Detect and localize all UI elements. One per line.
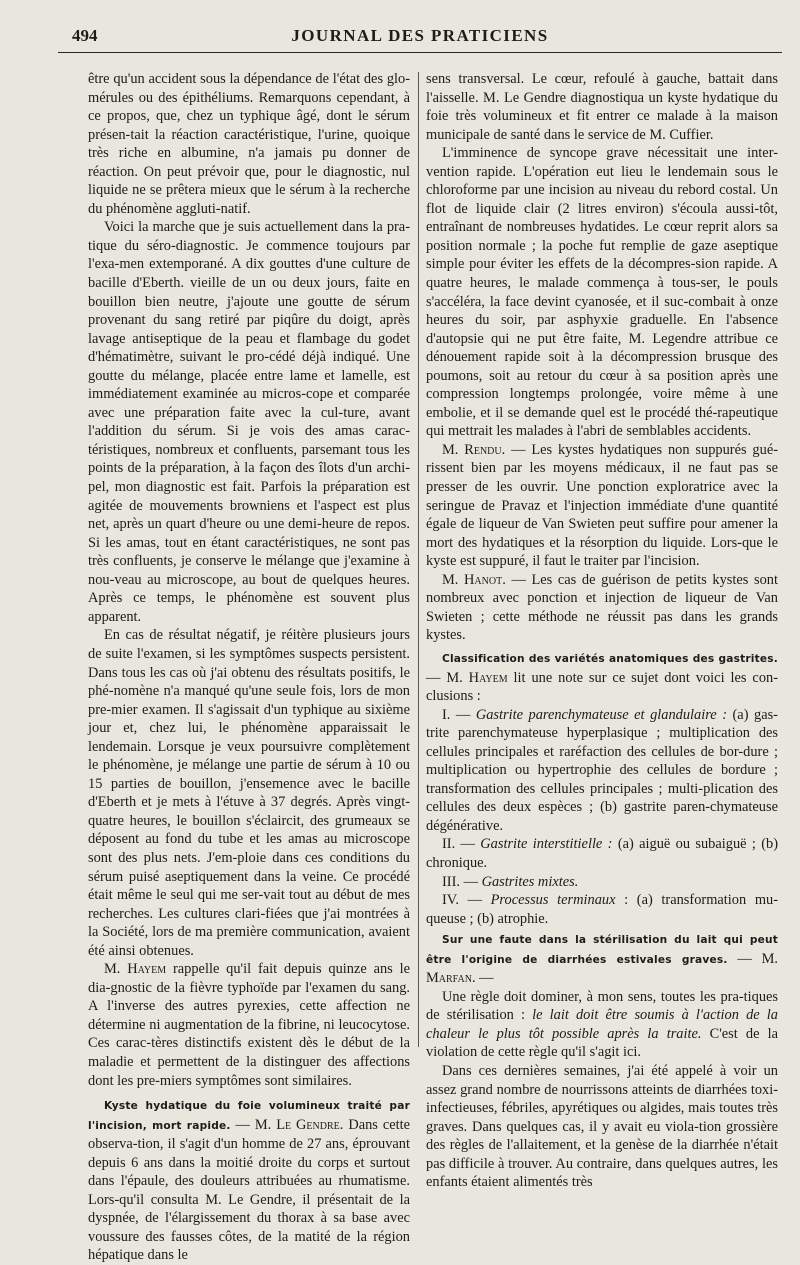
running-header bbox=[58, 22, 782, 53]
speaker-name: Marfan bbox=[426, 970, 472, 987]
conclusions-list bbox=[426, 706, 778, 929]
column-divider bbox=[418, 72, 419, 1047]
page-number: 494 bbox=[72, 26, 98, 45]
list-item-text: (a) gas-trite parenchymateuse hyperplasique ; multiplication des cellules principales et raréfaction des cellules de bor-dure ; multiplication ou hypertrophie des cellules de bordure ; transformation des cellules principales ; multi-plication des cellules des deux espèces ; (b) gastrite paren-chymateuse dégénérative. bbox=[426, 706, 778, 834]
list-number: IV. — bbox=[442, 892, 491, 909]
separator: — M. bbox=[727, 950, 778, 967]
speaker-name: Le Gendre bbox=[276, 1116, 340, 1133]
list-item-title: Gastrite parenchymateuse et glandulaire : bbox=[475, 706, 727, 723]
list-item bbox=[426, 706, 778, 836]
list-item bbox=[426, 891, 778, 928]
paragraph: sens transversal. Le cœur, refoulé à gauche, battait dans l'aisselle. M. Le Gendre diagnostiqua un kyste hydatique du foie très volumineux et fit entrer ce malade à la maison municipale de santé dans le service de M. Cuffier. bbox=[426, 71, 778, 143]
speaker-name: M. Hanot bbox=[442, 571, 503, 588]
list-item-title: Processus terminaux bbox=[490, 892, 616, 909]
separator: — M. bbox=[230, 1116, 277, 1133]
list-item-text: : (a) transformation mu-queuse ; (b) atrophie. bbox=[426, 892, 778, 927]
section-heading: Classification des variétés anatomiques des gastrites. bbox=[442, 652, 778, 665]
left-column bbox=[88, 70, 410, 1264]
list-item bbox=[426, 835, 778, 872]
list-item-text: (a) aiguë ou subaiguë ; (b) chronique. bbox=[426, 836, 778, 871]
paragraph bbox=[426, 988, 778, 1062]
paragraph-text: Une règle doit dominer, à mon sens, toutes les pra-tiques de stérilisation : bbox=[426, 988, 778, 1024]
speaker-name: Hayem bbox=[468, 669, 508, 686]
paragraph bbox=[88, 960, 410, 1090]
emphasized-rule: le lait doit être soumis à l'action de la chaleur le plus tôt possible après la traite. bbox=[426, 1007, 778, 1042]
paragraph: L'imminence de syncope grave nécessitait une inter-vention rapide. L'opération eut lieu le lendemain sous le chloroforme par une incision au niveau du rebord costal. Un flot de liquide clair (2 litres environ) s'écoula aussi-tôt, entraînant de nombreuses hydatides. Le cœur reprit alors sa position normale ; la poche fut remplie de gaze aseptique simple pour éviter les effets de la décompres-sion rapide. A quatre heures, le malade commença à tous-ser, le pouls s'accéléra, la face devint cyanosée, et il suc-combait à onze heures du soir, par asphyxie graduelle. En l'absence d'autopsie qui ne put être faite, M. Legendre attribue ce dénouement rapide soit à la décompression brusque des poumons, soit au retour du cœur à sa position après une compression longtemps prolongée, voire même à une embolie, et il se demande quel est le procédé thé-rapeutique qui mettrait les malades à l'abri de semblables accidents. bbox=[426, 145, 778, 440]
paragraph-text: rappelle qu'il fait depuis quinze ans le dia-gnostic de la fièvre typhoïde par l'examen du sang. A l'inverse des autres pyrexies, cette affection ne détermine ni augmentation de la fibrine, ni leucocytose. Ces carac-tères distinctifs existent dès le début de la maladie et permettent de la distinguer des affections dont les pre-miers symptômes sont similaires. bbox=[88, 961, 410, 1089]
paragraph: Voici la marche que je suis actuellement dans la pra-tique du séro-diagnostic. Je commence toujours par l'exa-men extemporané. A dix gouttes d'une culture de bacille d'Eberth. vieille de un ou deux jours, faite en bouillon bien neutre, j'ajoute une goutte de sérum provenant du sang retiré par piqûre du doigt, après lavage antiseptique de la peau et flambage du godet d'hématimètre, suivant le pro-cédé déjà indiqué. Une goutte du mélange, placée entre lame et lamelle, est immédiatement examinée au micros-cope et comparée avec une préparation faite avec la cul-ture, avant l'addition du sérum. Si je vois des amas carac-téristiques, nombreux et confluents, parsemant tous les points de la préparation, à la façon des îlots d'un archi-pel, mon diagnostic est fait. Parfois la préparation est agitée de mouvements browniens et l'aspect est plus net, après un quart d'heure ou une demi-heure de repos. Si les amas, tout en étant caractéristiques, ne sont pas très confluents, je conserve le mélange que j'examine à nou-veau au microscope, au bout de quelques heures. Après ce temps, le phénomène est souvent plus apparent. bbox=[88, 219, 410, 625]
paragraph: Dans ces dernières semaines, j'ai été appelé à voir un assez grand nombre de nourrissons atteints de diarrhées toxi-infectieuses, fébriles, apyrétiques ou algides, mais toutes très graves. Dans quelques cas, il y avait eu viola-tion grossière des règles de l'allaitement, et la genèse de la diarrhée n'était pas difficile à trouver. Au contraire, dans quelques autres, les enfants étaient alimentés très bbox=[426, 1062, 778, 1191]
section-heading: Kyste hydatique du foie volumineux traité par l'incision, mort rapide. bbox=[88, 1100, 410, 1132]
list-item bbox=[426, 873, 778, 892]
paragraph: En cas de résultat négatif, je réitère plusieurs jours de suite l'examen, si les symptômes suspects persistent. Dans tous les cas où j'ai obtenu des résultats positifs, le phé-nomène n'a manqué qu'une seule fois, lors de mon pre-mier examen. Il s'agissait d'un typhique au sixième jour et, chez lui, le phénomène apparaissait le lendemain. Lorsque je veux poursuivre complètement le phénomène, je mélange une partie de sérum à 10 ou 15 parties de bouillon, j'ensemence avec le bacille d'Eberth et je mets à l'étuve à 37 degrés. Après vingt-quatre heures, le bouillon s'éclaircit, des grumeaux se déposent au fond du tube et les amas au microscope sont des plus nets. J'em-ploie dans ces conditions du sérum puisé aseptiquement dans la veine. Ce procédé était même le seul qui me ser-vait tout au début de mes recherches. Les cultures clari-fiées que j'ai montrées à la Société, lors de ma première communication, avaient été ainsi obtenues. bbox=[88, 627, 410, 959]
section-paragraph bbox=[88, 1096, 410, 1265]
list-number: I. — bbox=[442, 706, 476, 723]
speaker-name: M. Rendu bbox=[442, 441, 502, 458]
paragraph-text: . Dans cette observa-tion, il s'agit d'un homme de 27 ans, éprouvant depuis 6 ans dans la moitié droite du corps et surtout dans l'épaule, des douleurs attribuées au rhumatisme. Lors-qu'il consulta M. Le Gendre, il présentait de la dyspnée, de l'élargissement du thorax à sa base avec voussure des fausses côtes, de la matité de la région hépatique dans le bbox=[88, 1116, 410, 1264]
list-number: III. — bbox=[442, 873, 482, 890]
separator: — M. bbox=[426, 669, 469, 686]
section-paragraph bbox=[426, 930, 778, 988]
section-paragraph bbox=[426, 649, 778, 706]
list-item-title: Gastrite interstitielle : bbox=[480, 836, 613, 853]
journal-title: JOURNAL DES PRATICIENS bbox=[291, 26, 549, 45]
section-heading: Sur une faute dans la stérilisation du lait qui peut être l'origine de diarrhées estivales graves. bbox=[426, 934, 778, 966]
paragraph-text: C'est de la violation de cette règle qu'il s'agit ici. bbox=[426, 1025, 778, 1061]
paragraph-text: . — Les cas de guérison de petits kystes sont nombreux avec ponction et injection de liqueur de Van Swieten ; cette méthode ne réussit pas dans les grands kystes. bbox=[426, 571, 778, 644]
list-item-title: Gastrites mixtes. bbox=[481, 873, 579, 890]
paragraph bbox=[426, 441, 778, 571]
paragraph: être qu'un accident sous la dépendance de l'état des glo-mérules ou des épithéliums. Remarquons cependant, à ce propos, que, chez un typhique âgé, dont le sérum présen-tait la réaction caractéristique, l'urine, quoique très riche en albumine, n'a jamais pu donner de réaction. On peut prévoir que, pour le diagnostic, nul liquide ne se prêtera mieux que le sérum à la recherche du phénomène aggluti-natif. bbox=[88, 71, 410, 217]
paragraph-text: . — Les kystes hydatiques non suppurés gué-rissent bien par les moyens médicaux, il ne faut pas se presser de les ouvrir. Une ponction exploratrice avec la seringue de Pravaz et l'injection immédiate d'une quantité égale de liqueur de Van Swieten peut suffire pour amener la mort des hydatiques et la résorption du liquide. Lors-que le kyste est suppuré, il faut le traiter par l'incision. bbox=[426, 441, 778, 570]
paragraph bbox=[426, 571, 778, 645]
right-column bbox=[426, 70, 778, 1191]
speaker-name: M. Hayem bbox=[104, 961, 167, 978]
separator: . — bbox=[471, 970, 494, 987]
paragraph-text: lit une note sur ce sujet dont voici les con-clusions : bbox=[426, 669, 778, 705]
list-number: II. — bbox=[442, 836, 481, 853]
